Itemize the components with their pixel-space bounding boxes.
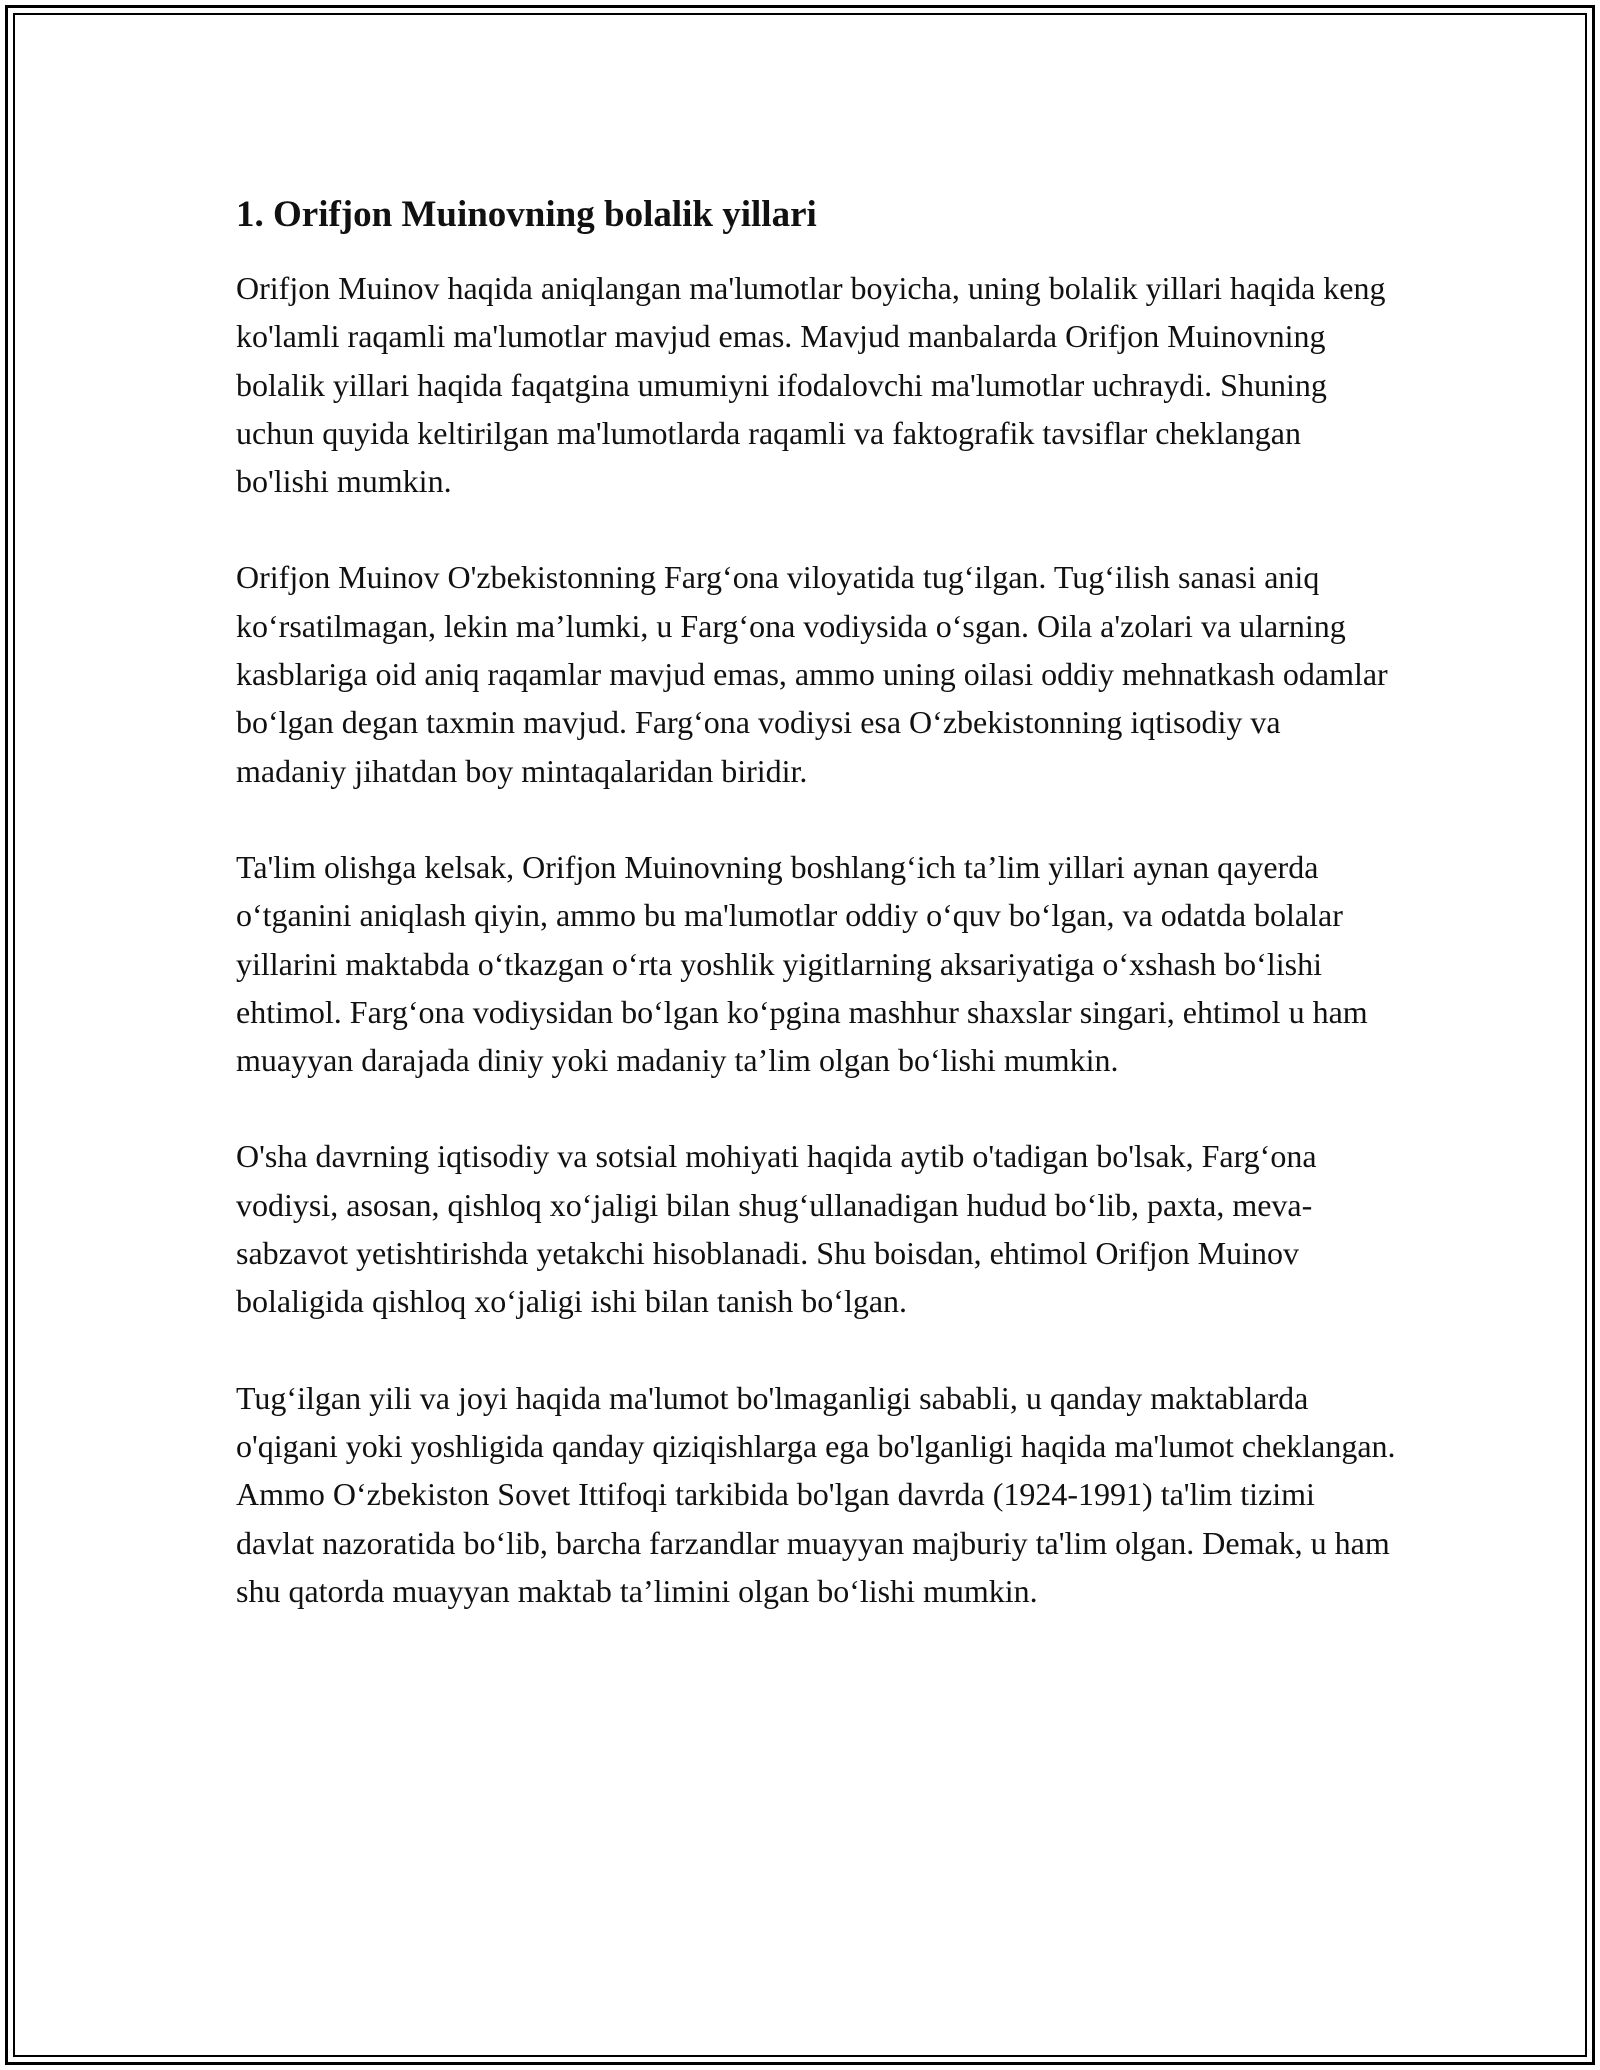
paragraph-education: Ta'lim olishga kelsak, Orifjon Muinovning boshlang‘ich ta’lim yillari aynan qayerda o‘tganini aniqlash qiyin, ammo bu ma'lumotlar oddiy o‘quv bo‘lgan, va odatda bolalar yillarini maktabda o‘tkazgan o‘rta yoshlik yigitlarning aksariyatiga o‘xshash bo‘lishi ehtimol. Farg‘ona vodiysidan bo‘lgan ko‘pgina mashhur shaxslar singari, ehtimol u ham muayyan darajada diniy yoki madaniy ta’lim olgan bo‘lishi mumkin. (236, 848, 1368, 1079)
section-heading: 1. Orifjon Muinovning bolalik yillari (236, 194, 817, 235)
paragraph-intro: Orifjon Muinov haqida aniqlangan ma'lumotlar boyicha, uning bolalik yillari haqida keng ko'lamli raqamli ma'lumotlar mavjud emas. Mavjud manbalarda Orifjon Muinovning bolalik yillari haqida faqatgina umumiyni ifodalovchi ma'lumotlar uchraydi. Shuning uchun quyida keltirilgan ma'lumotlarda raqamli va faktografik tavsiflar cheklangan bo'lishi mumkin. (236, 270, 1386, 500)
paragraph-birthplace: Orifjon Muinov O'zbekistonning Farg‘ona viloyatida tug‘ilgan. Tug‘ilish sanasi aniq ko‘rsatilmagan, lekin ma’lumki, u Farg‘ona vodiysida o‘sgan. Oila a'zolari va ularning kasblariga oid aniq raqamlar mavjud emas, ammo uning oilasi oddiy mehnatkash odamlar bo‘lgan degan taxmin mavjud. Farg‘ona vodiysi esa O‘zbekistonning iqtisodiy va madaniy jihatdan boy mintaqalaridan biridir. (236, 559, 1388, 789)
paragraph-economy: O'sha davrning iqtisodiy va sotsial mohiyati haqida aytib o'tadigan bo'lsak, Farg‘ona vodiysi, asosan, qishloq xo‘jaligi bilan shug‘ullanadigan hudud bo‘lib, paxta, meva-sabzavot yetishtirishda yetakchi hisoblanadi. Shu boisdan, ehtimol Orifjon Muinov bolaligida qishloq xo‘jaligi ishi bilan tanish bo‘lgan. (236, 1138, 1317, 1320)
paragraph-soviet-era: Tug‘ilgan yili va joyi haqida ma'lumot bo'lmaganligi sababli, u qanday maktablarda o'qigani yoki yoshligida qanday qiziqishlarga ega bo'lganligi haqida ma'lumot cheklangan. Ammo O‘zbekiston Sovet Ittifoqi tarkibida bo'lgan davrda (1924-1991) ta'lim tizimi davlat nazoratida bo‘lib, barcha farzandlar muayyan majburiy ta'lim olgan. Demak, u ham shu qatorda muayyan maktab ta’limini olgan bo‘lishi mumkin. (236, 1379, 1396, 1609)
document-body (236, 188, 1396, 1663)
